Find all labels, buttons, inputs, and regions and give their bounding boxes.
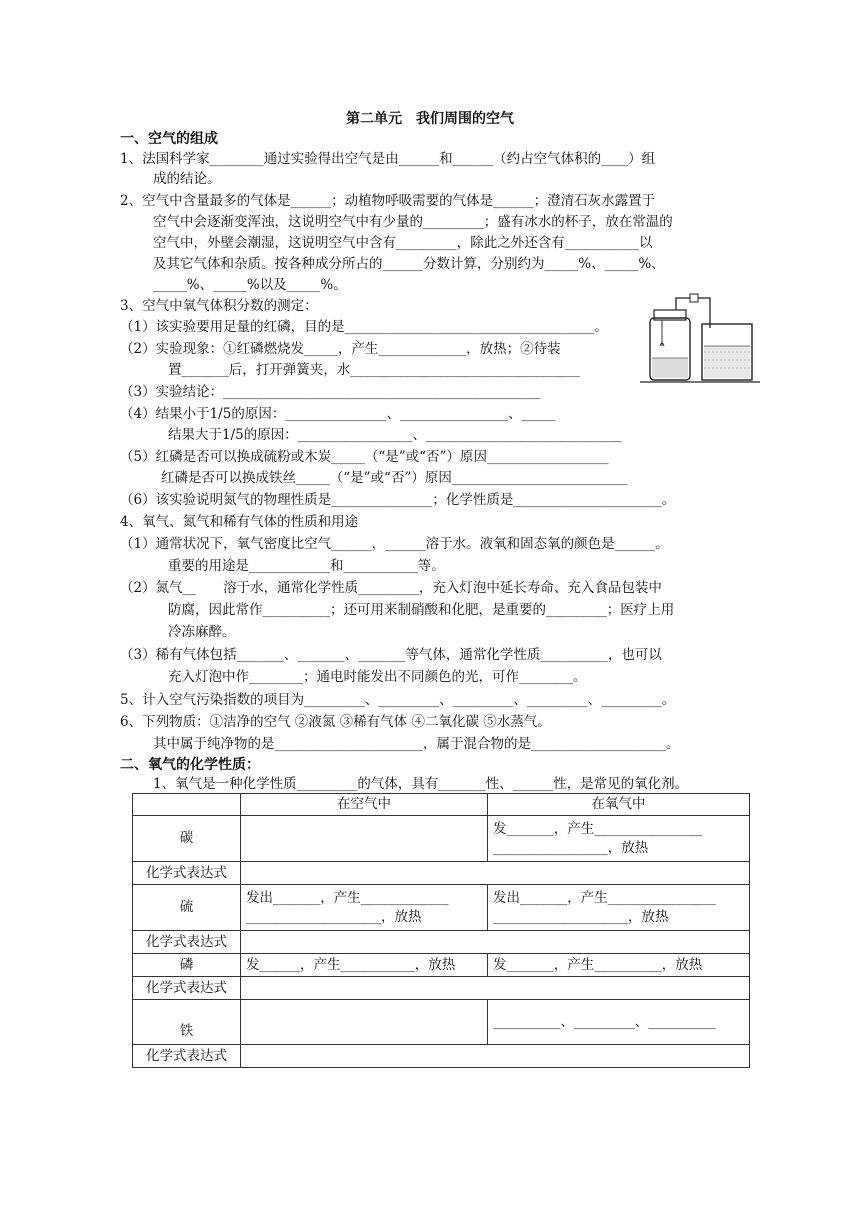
table-cell [241, 931, 750, 954]
section2-intro: 1、氧气是一种化学性质_________的气体，具有_______性、______性，是常见的氧化剂。 [153, 776, 689, 792]
text-line: 6、下列物质：①洁净的空气 ②液氮 ③稀有气体 ④二氧化碳 ⑤水蒸气。 [120, 714, 551, 730]
table-header-cell [133, 794, 241, 816]
cell-line: 发出_______，产生_____________ [246, 889, 449, 906]
text-line: （3）实验结论：_______________________________________________ [120, 384, 541, 400]
row-label: 化学式表达式 [133, 931, 241, 954]
section1-heading: 一、空气的组成 [120, 131, 218, 147]
text-line: 4、氧气、氮气和稀有气体的性质和用途 [120, 514, 359, 530]
text-line: _____%、_____%以及_____%。 [153, 277, 347, 293]
row-label: 化学式表达式 [133, 977, 241, 1000]
section2-heading: 二、氧气的化学性质： [120, 757, 260, 773]
text-line: 重要的用途是____________和___________等。 [168, 558, 445, 574]
text-line: 充入灯泡中作________；通电时能发出不同颜色的光，可作________。 [168, 669, 587, 685]
text-line: （1）该实验要用足量的红磷，目的是_____________________________________。 [120, 319, 608, 335]
table-row [133, 954, 750, 977]
table-row [133, 1045, 750, 1068]
table-cell [488, 885, 750, 931]
text-line: （5）红磷是否可以换成硫粉或木炭_____（“是”或“否”）原因__________________ [120, 449, 609, 465]
table-cell: __________、_________、__________ [488, 1000, 750, 1045]
table-row [133, 1000, 750, 1045]
page-title: 第二单元 我们周围的空气 [346, 111, 514, 127]
table-cell [241, 1045, 750, 1068]
row-label: 化学式表达式 [133, 1045, 241, 1068]
text-line: 及其它气体和杂质。按各种成分所占的______分数计算，分别约为_____%、_____%、 [153, 256, 665, 272]
text-line: 1、法国科学家________通过实验得出空气是由______和______（约占空气体积的____）组 [120, 151, 656, 167]
oxygen-reaction-table [132, 793, 750, 1068]
text-line: 结果大于1/5的原因：_________________、_____________________________ [168, 427, 622, 443]
table-cell [241, 885, 488, 931]
table-header-cell: 在氧气中 [488, 794, 750, 816]
text-line: 5、计入空气污染指数的项目为_________、_________、_________、_________、_________。 [120, 692, 676, 708]
text-line: 防腐，因此常作__________；还可用来制硝酸和化肥，是重要的_________；医疗上用 [168, 602, 675, 618]
text-line: 空气中，外壁会潮湿，这说明空气中含有_________，除此之外还含有___________以 [153, 235, 653, 251]
table-cell [241, 816, 488, 862]
text-line: （2）氮气__ 溶于水，通常化学性质_________，充入灯泡中延长寿命、充入食品包装中 [120, 580, 662, 596]
experiment-apparatus-illustration [640, 288, 760, 388]
table-cell: 发______，产生___________，放热 [241, 954, 488, 977]
cell-line: 发出_______，产生________________ [493, 889, 716, 906]
row-label: 碳 [133, 816, 241, 862]
text-line: 空气中会逐渐变浑浊，这说明空气中有少量的_________；盛有冰水的杯子，放在常温的 [153, 214, 673, 230]
text-line: （4）结果小于1/5的原因：_______________、________________、_____ [120, 406, 556, 422]
row-label: 铁 [133, 1000, 241, 1045]
text-line: 置_______后，打开弹簧夹，水__________________________________ [168, 362, 580, 378]
text-line: 其中属于纯净物的是______________________，属于混合物的是____________________。 [153, 736, 680, 752]
table-header-row [133, 794, 750, 816]
row-label: 磷 [133, 954, 241, 977]
cell-line: ____________________，放热 [493, 908, 669, 925]
table-cell: 发_______，产生__________，放热 [488, 954, 750, 977]
text-line: （6）该实验说明氮气的物理性质是_______________；化学性质是______________________。 [120, 492, 676, 508]
table-row [133, 977, 750, 1000]
text-line: 2、空气中含量最多的气体是______；动植物呼吸需要的气体是______；澄清石灰水露置于 [120, 193, 656, 209]
row-label: 化学式表达式 [133, 862, 241, 885]
text-line: 3、空气中氧气体积分数的测定： [120, 298, 318, 314]
table-row [133, 885, 750, 931]
cell-line: ____________________，放热 [246, 908, 422, 925]
text-line: 红磷是否可以换成铁丝_____（“是”或“否”）原因__________________________ [161, 470, 628, 486]
text-line: 冷冻麻醉。 [168, 624, 236, 640]
table-row [133, 862, 750, 885]
row-label: 硫 [133, 885, 241, 931]
table-header-cell: 在空气中 [241, 794, 488, 816]
text-line: 成的结论。 [153, 171, 221, 187]
table-cell [241, 1000, 488, 1045]
table-cell [241, 862, 750, 885]
text-line: （3）稀有气体包括_______、_______、_______等气体，通常化学性质__________，也可以 [120, 647, 662, 663]
text-line: （1）通常状况下，氧气密度比空气______，______溶于水。液氧和固态氧的颜色是______。 [120, 536, 669, 552]
table-row [133, 931, 750, 954]
cell-line: _________________，放热 [493, 839, 649, 856]
cell-line: 发_______，产生________________ [493, 820, 703, 837]
table-row [133, 816, 750, 862]
text-line: （2）实验现象：①红磷燃烧发_____，产生_____________，放热；②待装 [120, 341, 561, 357]
table-cell [241, 977, 750, 1000]
table-cell [488, 816, 750, 862]
